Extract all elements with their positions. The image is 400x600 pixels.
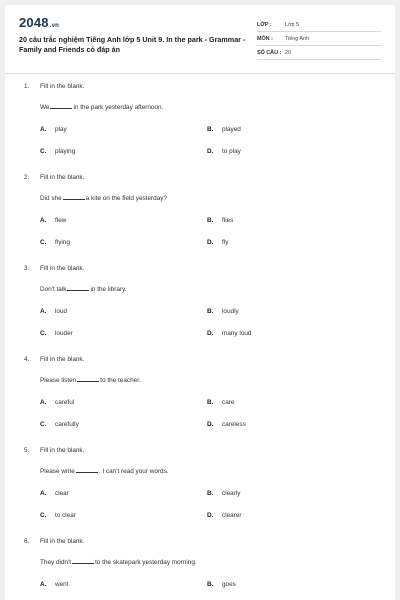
meta-row-subject (257, 32, 381, 46)
option-text: careless (222, 421, 246, 428)
option-c[interactable] (40, 330, 207, 337)
option-b[interactable] (207, 399, 374, 406)
question-3 (24, 264, 374, 338)
question-4 (24, 355, 374, 429)
option-text: carefully (55, 421, 79, 428)
question-instruction: Fill in the blank. (40, 83, 85, 90)
option-a[interactable] (40, 126, 207, 133)
logo-text: 2048 (19, 15, 49, 30)
question-number: 1. (24, 83, 30, 90)
header (5, 5, 395, 70)
option-letter: D. (207, 330, 214, 337)
option-text: flies (222, 217, 234, 224)
option-letter: C. (40, 512, 47, 519)
option-letter: D. (207, 512, 214, 519)
option-d[interactable] (207, 330, 374, 337)
sentence-end: in the park yesterday afternoon. (73, 104, 164, 111)
option-letter: C. (40, 239, 47, 246)
answer-blank (50, 103, 72, 109)
sentence-start: Did she (40, 195, 62, 202)
sentence-start: Please write (40, 468, 75, 475)
option-c[interactable] (40, 148, 207, 155)
question-instruction: Fill in the blank. (40, 265, 85, 272)
option-a[interactable] (40, 490, 207, 497)
answer-blank (77, 376, 99, 382)
question-number: 5. (24, 447, 30, 454)
sentence-end: a kite on the field yesterday? (85, 195, 168, 202)
question-instruction: Fill in the blank. (40, 447, 85, 454)
option-c[interactable] (40, 239, 207, 246)
answer-blank (67, 285, 89, 291)
question-sentence (40, 467, 374, 476)
option-letter: A. (40, 490, 47, 497)
option-b[interactable] (207, 126, 374, 133)
option-text: play (55, 126, 67, 133)
option-text: clearer (222, 512, 242, 519)
option-text: louder (55, 330, 73, 337)
option-letter: B. (207, 217, 214, 224)
meta-key: LỚP : (257, 21, 272, 28)
option-text: clearly (222, 490, 241, 497)
option-text: goes (222, 581, 236, 588)
option-letter: A. (40, 217, 47, 224)
logo-suffix: .vn (49, 23, 60, 29)
meta-key: SỐ CÂU : (257, 49, 282, 56)
question-2 (24, 173, 374, 247)
page-title: 20 câu trắc nghiệm Tiếng Anh lớp 5 Unit 9. In the park - Grammar - Family and Friends có đáp án (19, 35, 246, 54)
answer-blank (72, 558, 94, 564)
answer-blank (63, 194, 85, 200)
option-letter: C. (40, 421, 47, 428)
question-instruction: Fill in the blank. (40, 356, 85, 363)
option-letter: D. (207, 148, 214, 155)
meta-value: Lớp 5 (285, 21, 300, 28)
option-letter: A. (40, 399, 47, 406)
option-text: flying (55, 239, 70, 246)
question-number: 2. (24, 174, 30, 181)
option-text: loudly (222, 308, 239, 315)
option-text: played (222, 126, 241, 133)
meta-value: 20 (285, 49, 291, 56)
option-d[interactable] (207, 512, 374, 519)
question-sentence (40, 103, 374, 112)
option-text: to clear (55, 512, 76, 519)
sentence-end: . I can't read your words. (98, 468, 169, 475)
option-text: to play (222, 148, 241, 155)
option-b[interactable] (207, 308, 374, 315)
option-letter: B. (207, 490, 214, 497)
meta-key: MÔN : (257, 35, 273, 42)
option-c[interactable] (40, 512, 207, 519)
option-text: many loud (222, 330, 252, 337)
option-text: care (222, 399, 235, 406)
option-text: clear (55, 490, 69, 497)
question-instruction: Fill in the blank. (40, 538, 85, 545)
option-text: playing (55, 148, 76, 155)
sentence-end: in the library. (90, 286, 127, 293)
option-letter: D. (207, 239, 214, 246)
meta-table (257, 18, 381, 60)
option-d[interactable] (207, 421, 374, 428)
option-letter: B. (207, 581, 214, 588)
question-sentence (40, 376, 374, 385)
meta-row-count (257, 46, 381, 60)
option-letter: D. (207, 421, 214, 428)
sentence-end: to the teacher. (100, 377, 141, 384)
question-sentence (40, 194, 374, 203)
question-instruction: Fill in the blank. (40, 174, 85, 181)
option-text: fly (222, 239, 229, 246)
option-text: flew (55, 217, 67, 224)
question-sentence (40, 558, 374, 567)
question-number: 4. (24, 356, 30, 363)
option-b[interactable] (207, 217, 374, 224)
option-d[interactable] (207, 148, 374, 155)
question-6 (24, 537, 374, 589)
meta-row-grade (257, 18, 381, 32)
option-letter: C. (40, 148, 47, 155)
option-text: loud (55, 308, 68, 315)
option-a[interactable] (40, 308, 207, 315)
option-c[interactable] (40, 421, 207, 428)
question-sentence (40, 285, 374, 294)
option-letter: C. (40, 330, 47, 337)
option-d[interactable] (207, 239, 374, 246)
option-letter: B. (207, 126, 214, 133)
sentence-start: Don't talk (40, 286, 67, 293)
meta-value: Tiếng Anh (285, 35, 310, 42)
option-letter: B. (207, 399, 214, 406)
option-b[interactable] (207, 581, 374, 588)
question-number: 6. (24, 538, 30, 545)
option-b[interactable] (207, 490, 374, 497)
option-letter: A. (40, 308, 47, 315)
option-letter: A. (40, 126, 47, 133)
option-a[interactable] (40, 581, 207, 588)
option-text: went (55, 581, 69, 588)
option-text: careful (55, 399, 75, 406)
option-letter: A. (40, 581, 47, 588)
sentence-end: to the skatepark yesterday morning. (95, 559, 197, 566)
option-letter: B. (207, 308, 214, 315)
header-divider (5, 73, 395, 74)
option-a[interactable] (40, 399, 207, 406)
quiz-sheet (5, 5, 395, 600)
option-a[interactable] (40, 217, 207, 224)
sentence-start: We (40, 104, 50, 111)
question-1 (24, 82, 374, 156)
question-5 (24, 446, 374, 520)
sentence-start: Please listen (40, 377, 77, 384)
sentence-start: They didn't (40, 559, 72, 566)
question-number: 3. (24, 265, 30, 272)
answer-blank (76, 467, 98, 473)
